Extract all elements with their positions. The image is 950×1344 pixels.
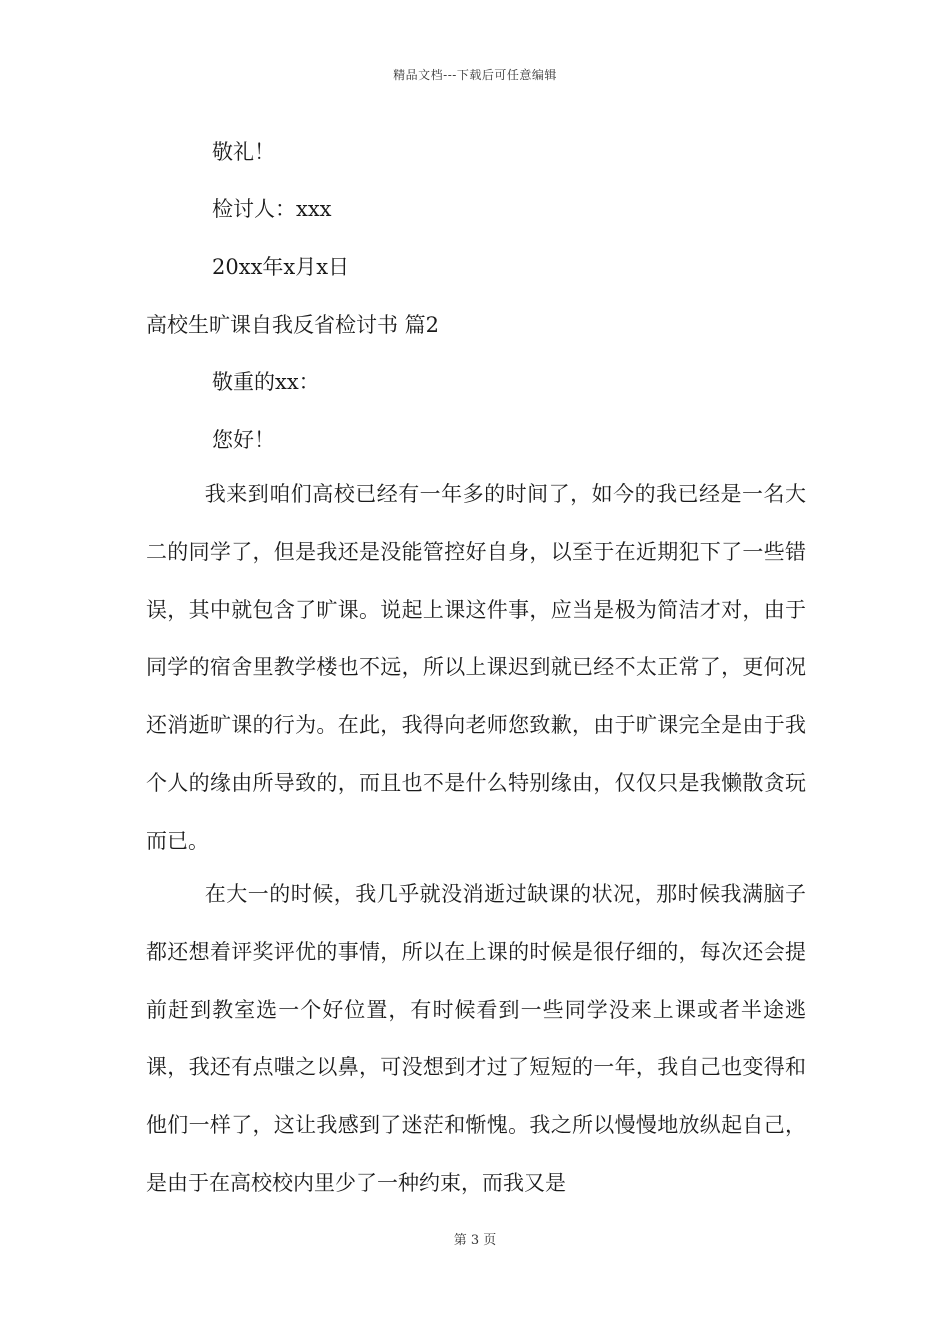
- greeting-line: 敬重的xx：: [212, 370, 320, 394]
- date-line: 20xx年x月x日: [212, 255, 350, 279]
- page-number: 第 3 页: [453, 1233, 497, 1248]
- body-paragraph: 我来到咱们高校已经有一年多的时间了，如今的我已经是一名大二的同学了，但是我还是没能管控好自身，以至于在近期犯下了一些错误，其中就包含了旷课。说起上课这件事，应当是极为简洁才对，由于同学的宿舍里教学楼也不远，所以上课迟到就已经不太正常了，更何况还消逝旷课的行为。在此，我得向老师您致歉，由于旷课完全是由于我个人的缘由所导致的，而且也不是什么特别缘由，仅仅只是我懒散贪玩而已。: [146, 482, 806, 853]
- closing-salute: 敬礼！: [212, 140, 275, 164]
- page-header: 精品文档---下载后可任意编辑: [393, 68, 557, 82]
- signer-line: 检讨人：xxx: [212, 197, 332, 221]
- hello-line: 您好！: [212, 428, 275, 452]
- body-paragraph: 在大一的时候，我几乎就没消逝过缺课的状况，那时候我满脑子都还想着评奖评优的事情，所以在上课的时候是很仔细的，每次还会提前赶到教室选一个好位置，有时候看到一些同学没来上课或者半途逃课，我还有点嗤之以鼻，可没想到才过了短短的一年，我自己也变得和他们一样了，这让我感到了迷茫和惭愧。我之所以慢慢地放纵起自己，是由于在高校校内里少了一种约束，而我又是: [146, 882, 806, 1195]
- section-title: 高校生旷课自我反省检讨书 篇2: [146, 313, 440, 337]
